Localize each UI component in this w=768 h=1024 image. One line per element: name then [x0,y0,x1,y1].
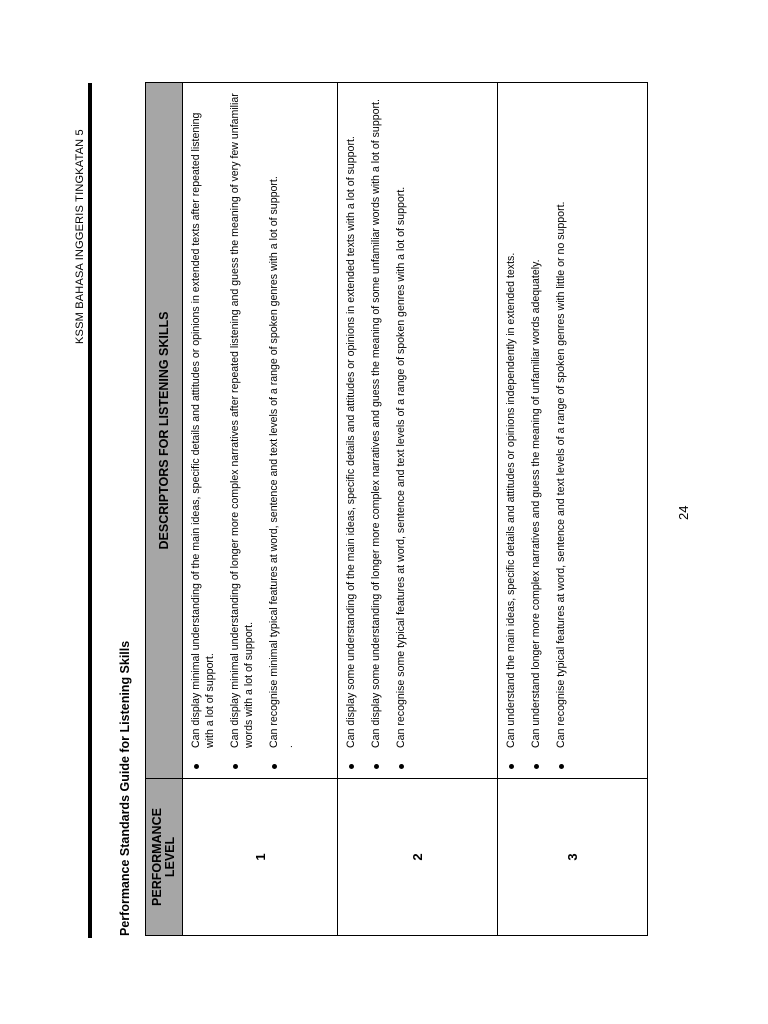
header-rule [88,83,92,938]
standards-table [145,82,648,936]
list-item: Can recognise some typical features at word, sentence and text levels of a range of spoken genres with a lot of support. [394,91,408,774]
bullet-icon [272,764,277,769]
document-title: Performance Standards Guide for Listening Skills [118,640,132,936]
bullet-icon [194,764,199,769]
column-header-descriptors: DESCRIPTORS FOR LISTENING SKILLS [146,83,183,779]
trailing-mark: . [284,745,295,748]
performance-level-cell: 3 [498,779,648,936]
list-item: Can recognise typical features at word, sentence and text levels of a range of spoken genres with little or no support. [554,91,568,774]
table-row [498,83,648,936]
page-number: 24 [676,505,691,520]
bullet-icon [374,764,379,769]
table-row [338,83,498,936]
list-item: Can display minimal understanding of longer more complex narratives after repeated listening and guess the meaning of very few unfamiliar words with a lot of support. [228,91,256,774]
descriptor-list [189,91,281,774]
list-item: Can display some understanding of the main ideas, specific details and attitudes or opinions in extended texts with a lot of support. [344,91,358,774]
descriptor-cell [183,83,338,779]
performance-level-cell: 2 [338,779,498,936]
descriptor-cell [498,83,648,779]
bullet-icon [399,764,404,769]
bullet-icon [233,764,238,769]
running-header: KSSM BAHASA INGGERIS TINGKATAN 5 [74,129,86,344]
descriptor-list [504,91,568,774]
bullet-icon [509,764,514,769]
list-item: Can recognise minimal typical features at word, sentence and text levels of a range of spoken genres with a lot of support. [267,91,281,774]
bullet-icon [349,764,354,769]
column-header-level: PERFORMANCE LEVEL [146,779,183,936]
bullet-icon [534,764,539,769]
performance-level-cell: 1 [183,779,338,936]
descriptor-list [344,91,408,774]
list-item: Can understand the main ideas, specific details and attitudes or opinions independently in extended texts. [504,91,518,774]
bullet-icon [559,764,564,769]
list-item: Can understand longer more complex narratives and guess the meaning of unfamiliar words adequately. [529,91,543,774]
list-item: Can display minimal understanding of the main ideas, specific details and attitudes or opinions in extended texts after repeated listening with a lot of support. [189,91,217,774]
descriptor-cell [338,83,498,779]
list-item: Can display some understanding of longer more complex narratives and guess the meaning of some unfamiliar words with a lot of support. [369,91,383,774]
table-header-row [146,83,183,936]
table-row [183,83,338,936]
